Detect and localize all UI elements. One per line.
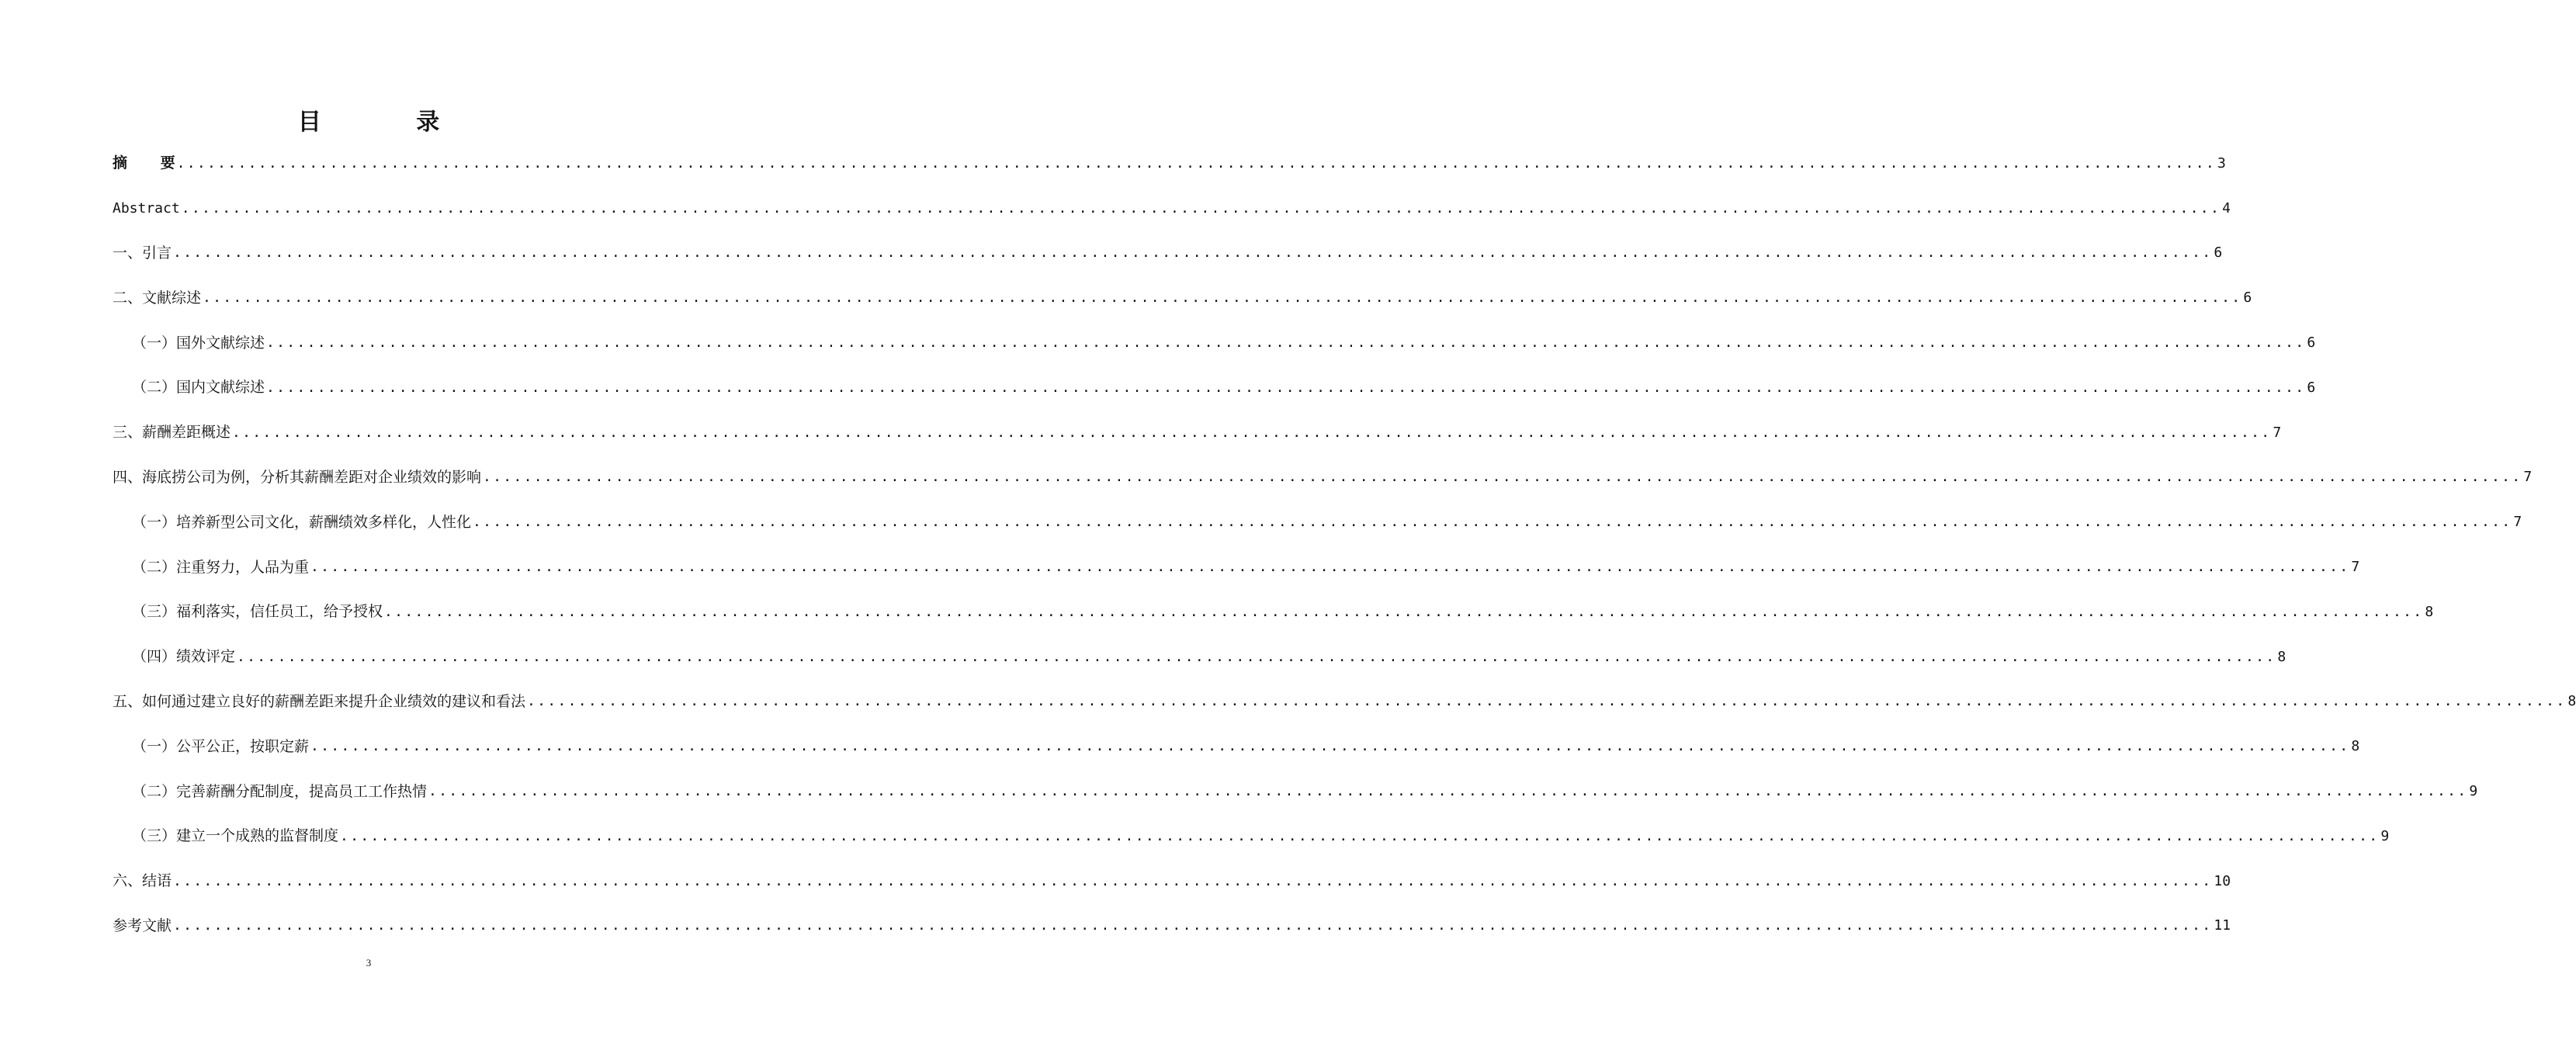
toc-leader-dots: ........................................................................................................................................................................................................ [173,244,2213,262]
toc-leader-dots: ........................................................................................................................................................................................................ [266,334,2306,352]
toc-leader-dots: ........................................................................................................................................................................................................ [203,289,2242,307]
toc-leader-dots: ........................................................................................................................................................................................................ [173,872,2213,889]
toc-leader-dots: ........................................................................................................................................................................................................ [310,559,2350,576]
toc-leader-dots: ........................................................................................................................................................................................................ [483,469,2522,486]
toc-entry-label: 三、薪酬差距概述 [113,424,231,442]
toc-entry-page: 9 [2469,783,2478,800]
toc-entry[interactable] [113,590,2434,635]
toc-entry[interactable] [113,366,2316,411]
toc-entry-page: 11 [2214,917,2231,934]
toc-entry[interactable] [113,186,2231,231]
toc-entry-page: 8 [2351,738,2360,755]
toc-entry-label: 四、海底捞公司为例，分析其薪酬差距对企业绩效的影响 [113,468,482,486]
toc-leader-dots: ........................................................................................................................................................................................................ [310,738,2350,755]
toc-entry-page: 8 [2567,693,2576,710]
toc-entry[interactable] [113,769,2478,814]
toc-entry-label: （三）建立一个成熟的监督制度 [132,827,339,845]
toc-entry-page: 8 [2277,648,2287,665]
toc-leader-dots: ........................................................................................................................................................................................................ [173,917,2213,934]
toc-entry[interactable] [113,231,2223,276]
toc-leader-dots: ........................................................................................................................................................................................................ [340,827,2380,844]
toc-entry-label: （二）完善薪酬分配制度，提高员工工作热情 [132,782,428,800]
page-title: 目 录 [297,109,484,136]
toc-entry[interactable] [113,859,2231,904]
toc-entry-page: 8 [2425,603,2434,620]
table-of-contents [113,141,2576,948]
toc-entry[interactable] [113,724,2360,769]
toc-entry-label: （二）国内文献综述 [132,379,265,397]
toc-leader-dots: ........................................................................................................................................................................................................ [181,199,2221,217]
toc-entry-page: 10 [2214,872,2231,889]
toc-entry[interactable] [113,635,2287,680]
toc-entry-label: （四）绩效评定 [132,648,236,666]
toc-entry-label: （一）培养新型公司文化，薪酬绩效多样化，人性化 [132,513,472,531]
toc-entry-label: 二、文献综述 [113,289,202,307]
toc-entry-page: 4 [2222,199,2231,217]
toc-entry-label: 摘 要 [113,154,189,172]
toc-entry-page: 7 [2273,424,2282,441]
toc-entry-label: （一）公平公正，按职定薪 [132,737,310,755]
toc-entry-page: 9 [2380,827,2390,844]
toc-entry[interactable] [113,500,2522,545]
toc-entry-label: （二）注重努力，人品为重 [132,558,310,576]
toc-entry-label: 五、如何通过建立良好的薪酬差距来提升企业绩效的建议和看法 [113,692,526,710]
toc-entry[interactable] [113,321,2316,366]
toc-leader-dots: ........................................................................................................................................................................................................ [384,603,2424,620]
toc-leader-dots: ........................................................................................................................................................................................................ [527,693,2567,710]
toc-entry[interactable] [113,904,2231,949]
toc-entry-page: 7 [2351,559,2360,576]
toc-entry[interactable] [113,545,2360,590]
toc-entry-label: 参考文献 [113,917,172,934]
toc-entry[interactable] [113,456,2533,501]
toc-leader-dots: ........................................................................................................................................................................................................ [266,379,2306,396]
toc-entry-label: 六、结语 [113,872,172,890]
toc-entry-page: 6 [2307,334,2316,352]
toc-entry[interactable] [113,814,2390,859]
toc-entry[interactable] [113,141,2226,186]
toc-entry[interactable] [113,275,2252,321]
toc-leader-dots: ........................................................................................................................................................................................................ [237,648,2276,665]
toc-entry-page: 7 [2523,469,2533,486]
toc-entry[interactable] [113,411,2282,456]
toc-leader-dots: ........................................................................................................................................................................................................ [473,514,2512,531]
toc-leader-dots: ........................................................................................................................................................................................................ [232,424,2272,441]
toc-leader-dots: ........................................................................................................................................................................................................ [428,783,2468,800]
toc-entry-label: （一）国外文献综述 [132,334,265,352]
toc-entry-page: 3 [2217,154,2226,172]
page-number: 3 [366,957,372,968]
toc-entry-page: 6 [2243,289,2252,307]
toc-entry-label: （三）福利落实，信任员工，给予授权 [132,603,383,621]
toc-entry-page: 6 [2307,379,2316,396]
toc-entry-label: 一、引言 [113,244,172,262]
toc-entry-label: Abstract [113,199,180,217]
toc-entry-page: 6 [2214,244,2223,262]
toc-entry-page: 7 [2513,514,2522,531]
toc-leader-dots: ........................................................................................................................................................................................................ [176,154,2217,172]
toc-entry[interactable] [113,680,2576,725]
